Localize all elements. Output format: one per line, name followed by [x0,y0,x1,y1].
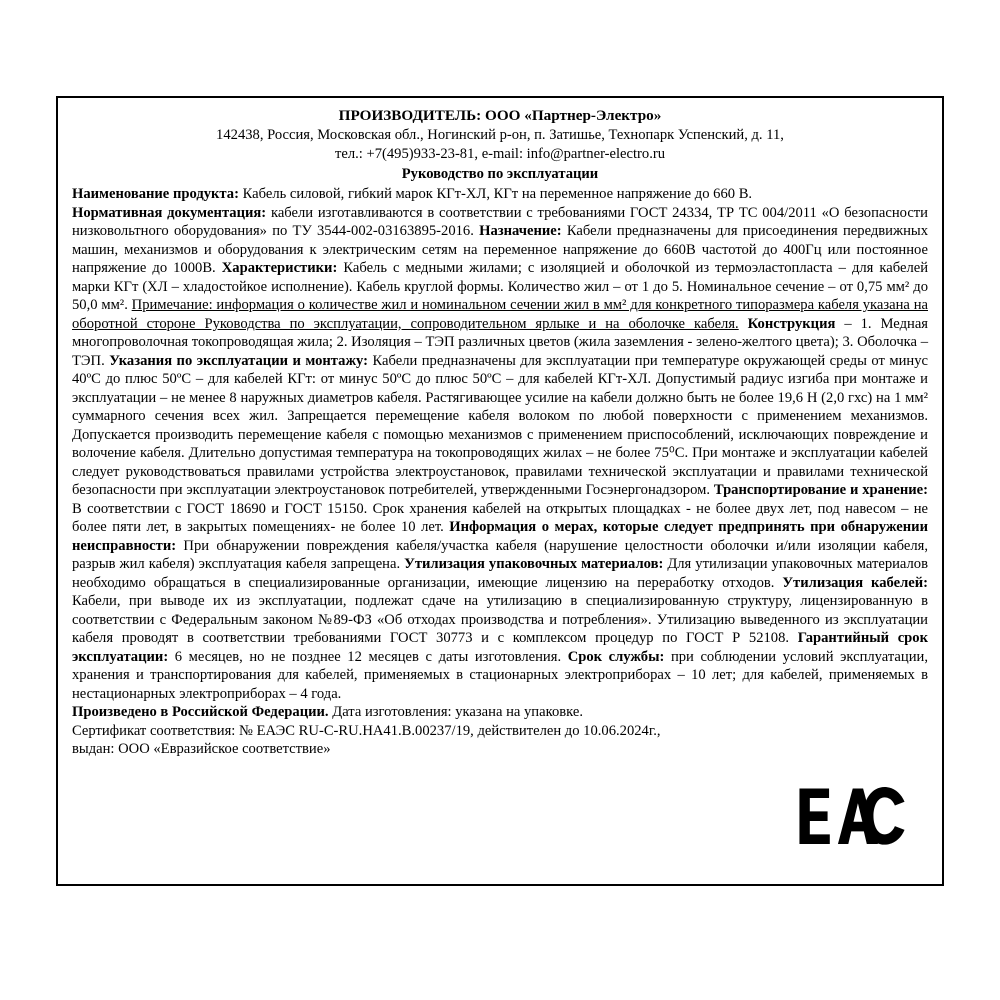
section-label-normative: Нормативная документация: [72,204,267,221]
section-note-underlined: Примечание: информация о количестве жил и номинальном сечении жил в мм² для конкретного типоразмера кабеля указана на оборотной стороне Руководства по эксплуатации, сопроводительном ярлыке и на оболочке кабеля. [72,297,928,332]
section-paragraph [72,185,928,204]
section-label-service: Срок службы: [567,648,665,665]
eac-mark-icon [796,784,908,858]
section-paragraph [72,204,928,704]
document-subtitle: Руководство по эксплуатации [401,165,599,182]
produced-text: Дата изготовления: указана на упаковке. [328,704,583,721]
section-text-purpose: Кабели предназначены для присоединения передвижных машин, механизмов и оборудования к электрическим сетям на переменное напряжение до 660В частотой до 400Гц или постоянное напряжение до 1000В. [72,223,928,277]
section-text-service: при соблюдении условий эксплуатации, хранения и транспортирования для кабелей, применяемых в стационарных электроприборах – 10 лет; для кабелей, применяемых в нестационарных электроприборах – 4 года. [72,648,928,702]
section-text-warranty: 6 месяцев, но не позднее 12 месяцев с даты изготовления. [168,648,562,665]
section-text-operation: Кабели предназначены для эксплуатации при температуре окружающей среды от минус 40ºС до плюс 50ºС – для кабелей КГт: от минус 50ºС до плюс 50ºС – для кабелей КГт-ХЛ. Допустимый радиус изгиба при монтаже и эксплуатации – не менее 8 наружных диаметров кабеля. Растягивающее усилие на кабели должно быть не более 19,6 Н (2,0 гхс) на 1 мм² суммарного сечения всех жил. Запрещается перемещение кабеля волоком по любой поверхности с применением механизмов. Допускается производить перемещение кабеля с помощью механизмов с применением приспособлений, исключающих повреждение и волочение кабеля. Длительно допустимая температура на токопроводящих жилах – не более 75⁰С. При монтаже и эксплуатации кабелей следует руководствоваться правилами устройства электроустановок, правилами технической эксплуатации и правилами технической безопасности при эксплуатации электроустановок потребителей, утвержденными Госэнергонадзором. [72,352,928,499]
document-sheet [56,96,944,886]
section-text-characteristics: Кабель с медными жилами; с изоляцией и оболочкой из термоэластопласта – для кабелей марки КГт (ХЛ – хладостойкое исполнение). Кабель круглой формы. Количество жил – от 1 до 5. Номинальное сечение – от 0,75 мм² до 50,0 мм². [72,260,929,314]
document-footer-text [72,703,928,759]
section-label-characteristics: Характеристики: [221,260,338,277]
manufacturer-address: 142438, Россия, Московская обл., Ногинский р-он, п. Затишье, Технопарк Успенский, д. 11, [216,126,784,143]
section-text-construction: – 1. Медная многопроволочная токопроводящая жила; 2. Изоляция – ТЭП различных цветов (жила заземления - зелено-желтого цвета); 3. Оболочка – ТЭП. [72,315,929,369]
section-label-recycle: Утилизация кабелей: [782,574,929,591]
section-text-normative: кабели изготавливаются в соответствии с требованиями ГОСТ 24334, ТР ТС 004/2011 «О безопасности низковольтного оборудования» по ТУ 3544-002-03163895-2016. [72,204,928,240]
certificate-line-2: выдан: ООО «Евразийское соответствие» [72,741,331,758]
section-label-fault: Информация о мерах, которые следует предпринять при обнаружении неисправности: [72,519,929,554]
section-label-product: Наименование продукта: [72,186,239,203]
certificate-line-1: Сертификат соответствия: № ЕАЭС RU-C-RU.НА41.В.00237/19, действителен до 10.06.2024г., [72,722,661,739]
section-text-transport: В соответствии с ГОСТ 18690 и ГОСТ 15150. Срок хранения кабелей на открытых площадках - не более двух лет, под навесом – не более пяти лет, в закрытых помещениях- не более 10 лет. [72,500,928,536]
document-body [72,106,928,759]
manufacturer-contacts: тел.: +7(495)933-23-81, e-mail: info@partner-electro.ru [334,145,666,162]
section-label-purpose: Назначение: [479,223,562,240]
document-main-text [72,185,928,703]
manufacturer-heading: ПРОИЗВОДИТЕЛЬ: ООО «Партнер-Электро» [338,107,662,124]
produced-label: Произведено в Российской Федерации. [72,704,329,721]
section-text-fault: При обнаружении повреждения кабеля/участка кабеля (нарушение целостности оболочки и/или изоляции кабеля, разрыв жил кабеля) эксплуатация кабеля запрещена. [72,537,928,573]
section-label-construction: Конструкция [747,315,836,332]
section-label-operation: Указания по эксплуатации и монтажу: [109,352,368,369]
section-label-transport: Транспортирование и хранение: [713,482,928,499]
produced-line [72,703,928,722]
section-text-recycle: Кабели, при выводе их из эксплуатации, подлежат сдаче на утилизацию в специализированную структуру, лицензированную в соответствии с Федеральным законом №89-ФЗ «Об отходах производства и потребления». Утилизацию выведенного из эксплуатации кабеля проводят в соответствии требованиями ГОСТ 30773 и с комплексом процедур по ГОСТ Р 52108. [72,593,928,647]
section-label-warranty: Гарантийный срок эксплуатации: [72,630,928,665]
section-text-packaging: Для утилизации упаковочных материалов необходимо обращаться в специализированные организации, имеющие лицензию на переработку отходов. [72,556,928,591]
section-label-packaging: Утилизация упаковочных материалов: [404,556,664,573]
section-text-product: Кабель силовой, гибкий марок КГт-ХЛ, КГт на переменное напряжение до 660 В. [238,186,753,203]
